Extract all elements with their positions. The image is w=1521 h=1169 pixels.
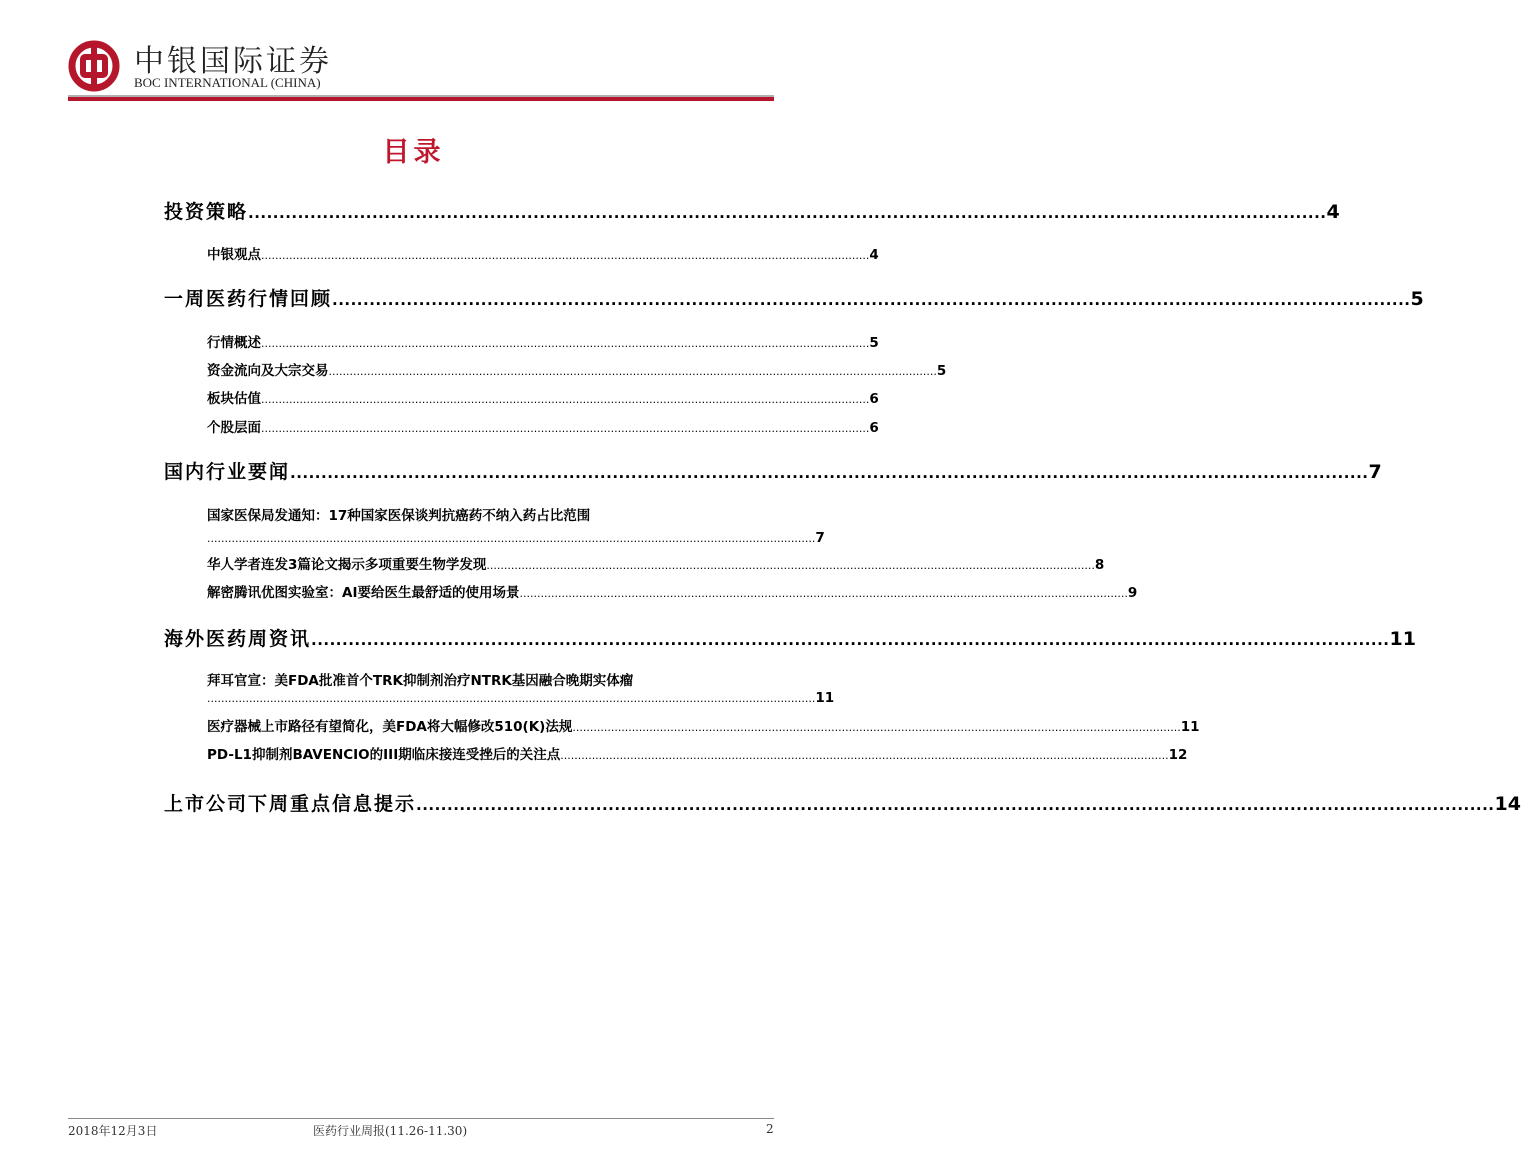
toc-entry-label: 一周医药行情回顾 xyxy=(164,288,333,310)
toc-entry-page: 5 xyxy=(1410,288,1424,310)
toc-entry-level1[interactable] xyxy=(164,284,1424,311)
toc-entry-label: 解密腾讯优图实验室：AI要给医生最舒适的使用场景 xyxy=(207,585,520,601)
footer-page-number: 2 xyxy=(766,1122,774,1136)
toc-leader-dots: .............................................................................................................................................................................. xyxy=(261,422,870,435)
toc-entry-label: 国内行业要闻 xyxy=(164,461,291,483)
toc-entry-label[interactable]: 国家医保局发通知：17种国家医保谈判抗癌药不纳入药占比范围 xyxy=(207,508,591,524)
toc-title: 目录 xyxy=(382,137,445,168)
toc-entry-level1[interactable] xyxy=(164,457,1382,484)
toc-entry-level1[interactable] xyxy=(164,789,1521,816)
toc-entry-page: 5 xyxy=(936,363,947,379)
toc-leader-dots: .............................................................................................................................................................................. xyxy=(207,532,816,545)
toc-leader-dots: .............................................................................................................................................................................. xyxy=(261,337,870,350)
toc-entry-page: 7 xyxy=(1368,461,1382,483)
brand-name-cn: 中银国际证券 xyxy=(134,44,332,79)
toc-leader-dots: .............................................................................................................................................................................. xyxy=(207,692,816,705)
toc-entry-label: 资金流向及大宗交易 xyxy=(207,363,329,379)
toc-entry-level2[interactable] xyxy=(207,743,1188,763)
toc-entry-page: 5 xyxy=(869,335,879,351)
toc-entry-label[interactable]: 拜耳官宣：美FDA批准首个TRK抑制剂治疗NTRK基因融合晚期实体瘤 xyxy=(207,673,634,689)
toc-entry-level2[interactable] xyxy=(207,715,1200,735)
toc-entry-level2[interactable] xyxy=(207,553,1105,573)
toc-entry-label: 上市公司下周重点信息提示 xyxy=(164,793,417,815)
toc-entry-level1[interactable] xyxy=(164,197,1340,224)
toc-leader-dots: .............................................................................................................................................................................. xyxy=(290,464,1369,482)
toc-entry-page: 4 xyxy=(1326,201,1340,223)
toc-entry-level2[interactable] xyxy=(207,243,879,263)
toc-entry-label: 个股层面 xyxy=(207,420,261,436)
toc-entry-level2[interactable] xyxy=(207,387,879,407)
toc-entry-page: 7 xyxy=(815,530,825,546)
toc-entry-level2[interactable] xyxy=(207,331,879,351)
toc-entry-page: 14 xyxy=(1494,793,1521,815)
toc-entry-label: PD-L1抑制剂BAVENCIO的III期临床接连受挫后的关注点 xyxy=(207,747,561,763)
header-divider-red xyxy=(68,97,774,101)
toc-entry-label: 海外医药周资讯 xyxy=(164,628,312,650)
footer-date: 2018年12月3日 xyxy=(68,1124,158,1138)
brand-name-en: BOC INTERNATIONAL (CHINA) xyxy=(134,75,321,90)
toc-entry-level2-continuation[interactable] xyxy=(207,530,825,546)
toc-leader-dots: .............................................................................................................................................................................. xyxy=(572,721,1181,734)
toc-leader-dots: .............................................................................................................................................................................. xyxy=(519,587,1128,600)
toc-entry-level2[interactable] xyxy=(207,359,947,379)
toc-entry-page: 4 xyxy=(869,247,879,263)
toc-leader-dots: .............................................................................................................................................................................. xyxy=(311,631,1390,649)
toc-entry-label: 医疗器械上市路径有望简化，美FDA将大幅修改510(K)法规 xyxy=(207,719,573,735)
toc-entry-page: 6 xyxy=(869,391,879,407)
toc-entry-page: 9 xyxy=(1127,585,1138,601)
toc-entry-level2-continuation[interactable] xyxy=(207,690,835,706)
toc-entry-page: 11 xyxy=(1389,628,1416,650)
boc-logo-icon xyxy=(68,40,120,92)
toc-leader-dots: .............................................................................................................................................................................. xyxy=(261,393,870,406)
toc-entry-label: 板块估值 xyxy=(207,391,261,407)
toc-leader-dots: .............................................................................................................................................................................. xyxy=(416,796,1495,814)
toc-leader-dots: .............................................................................................................................................................................. xyxy=(248,204,1327,222)
toc-entry-page: 12 xyxy=(1168,747,1188,763)
toc-entry-level2[interactable] xyxy=(207,416,879,436)
toc-leader-dots: .............................................................................................................................................................................. xyxy=(261,249,870,262)
toc-entry-page: 11 xyxy=(1180,719,1200,735)
toc-entry-level2[interactable] xyxy=(207,581,1138,601)
toc-entry-level1[interactable] xyxy=(164,624,1416,651)
toc-entry-label: 华人学者连发3篇论文揭示多项重要生物学发现 xyxy=(207,557,487,573)
footer-report-name: 医药行业周报(11.26-11.30) xyxy=(313,1124,468,1138)
toc-leader-dots: .............................................................................................................................................................................. xyxy=(486,559,1095,572)
toc-entry-label: 行情概述 xyxy=(207,335,261,351)
toc-entry-label: 投资策略 xyxy=(164,201,249,223)
toc-entry-page: 6 xyxy=(869,420,879,436)
footer-divider xyxy=(68,1118,774,1119)
toc-leader-dots: .............................................................................................................................................................................. xyxy=(332,291,1411,309)
toc-entry-label: 中银观点 xyxy=(207,247,261,263)
toc-leader-dots: .............................................................................................................................................................................. xyxy=(560,749,1169,762)
toc-leader-dots: .............................................................................................................................................................................. xyxy=(328,365,937,378)
toc-entry-page: 8 xyxy=(1094,557,1105,573)
toc-entry-page: 11 xyxy=(815,690,835,706)
